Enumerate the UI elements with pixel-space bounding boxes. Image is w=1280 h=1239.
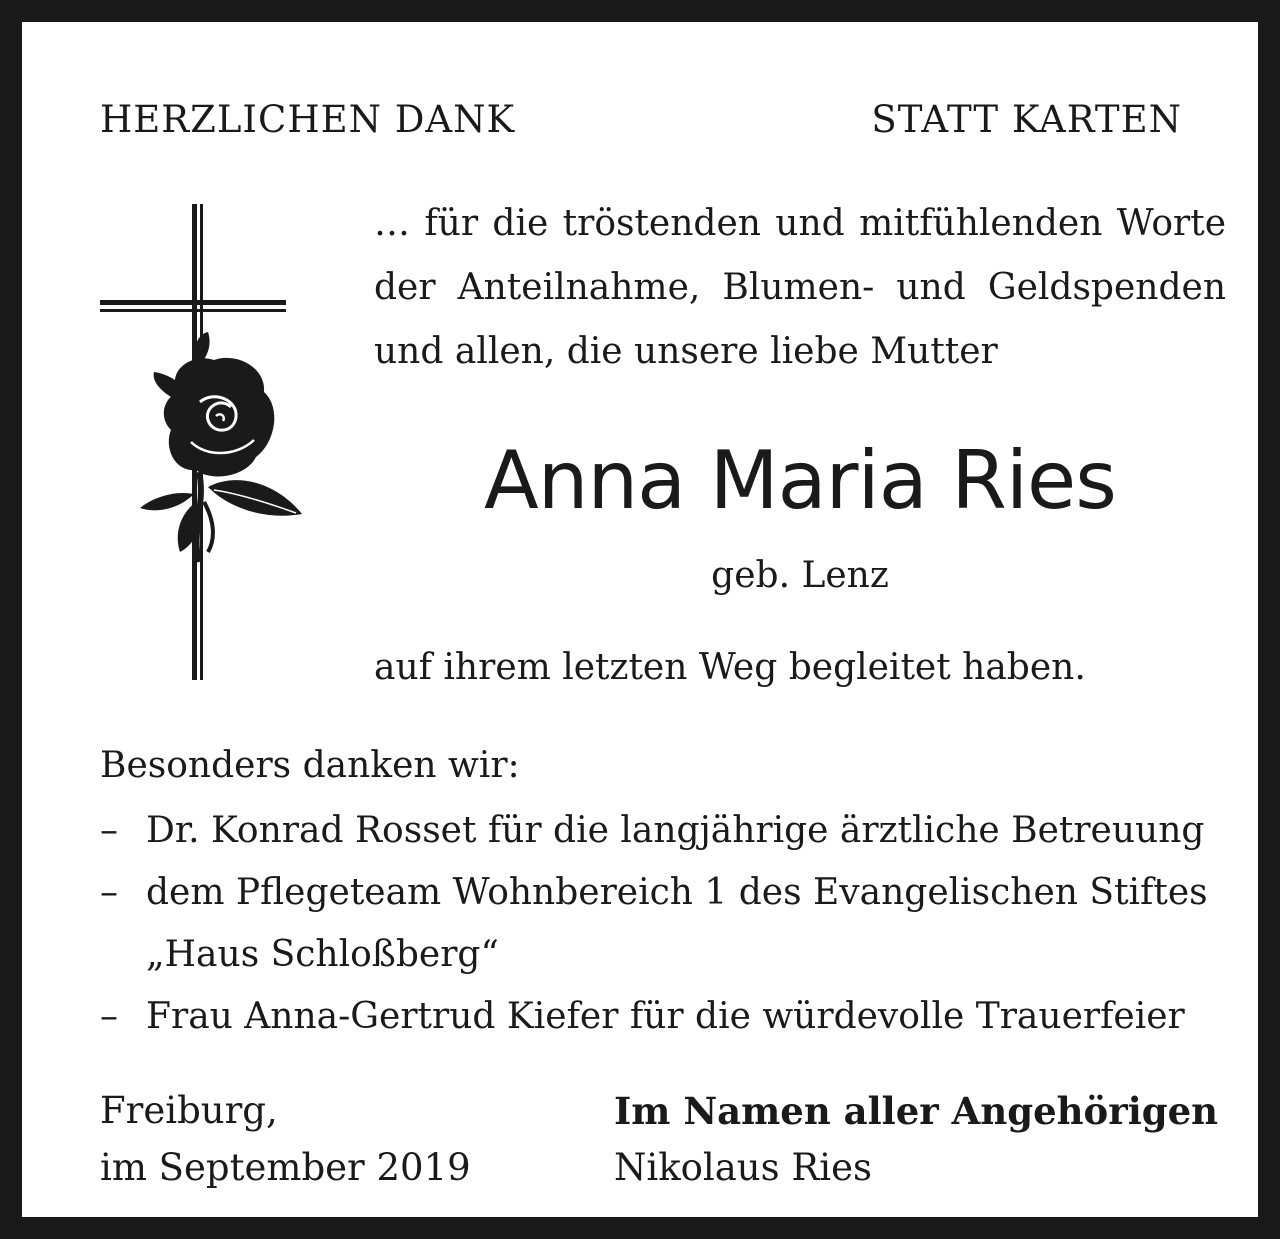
footer-date: im September 2019 (100, 1146, 471, 1189)
list-dash: – (100, 872, 118, 913)
signature-name: Nikolaus Ries (614, 1146, 872, 1189)
thanks-title: Besonders danken wir: (100, 745, 520, 786)
intro-line: und allen, die unsere liebe Mutter (374, 331, 998, 372)
list-dash: – (100, 810, 118, 851)
intro-line: der Anteilnahme, Blumen- und Geldspenden (374, 267, 1226, 308)
cross-with-rose-icon (96, 202, 306, 682)
list-item-text: Frau Anna-Gertrud Kiefer für die würdevolle Trauerfeier (146, 996, 1185, 1037)
list-dash: – (100, 996, 118, 1037)
footer-place: Freiburg, (100, 1089, 278, 1132)
intro-text (374, 192, 1226, 384)
list-item (100, 800, 1208, 862)
list-indent (100, 924, 146, 986)
header-left: HERZLICHEN DANK (100, 98, 516, 141)
closing-line: auf ihrem letzten Weg begleitet haben. (374, 647, 1086, 688)
signature-title: Im Namen aller Angehörigen (614, 1089, 1219, 1133)
list-item-text: dem Pflegeteam Wohnbereich 1 des Evangelischen Stiftes (146, 872, 1208, 913)
list-item-text: Dr. Konrad Rosset für die langjährige ärztliche Betreuung (146, 810, 1205, 851)
list-item-text: „Haus Schloßberg“ (146, 934, 499, 975)
header-right: STATT KARTEN (871, 98, 1182, 141)
maiden-name: geb. Lenz (711, 555, 889, 596)
list-item (100, 986, 1208, 1048)
list-item-continuation (100, 924, 1208, 986)
deceased-name: Anna Maria Ries (484, 434, 1116, 527)
thanks-list (100, 800, 1208, 1048)
intro-line: … für die tröstenden und mitfühlenden Worte (374, 203, 1226, 244)
list-item (100, 862, 1208, 924)
